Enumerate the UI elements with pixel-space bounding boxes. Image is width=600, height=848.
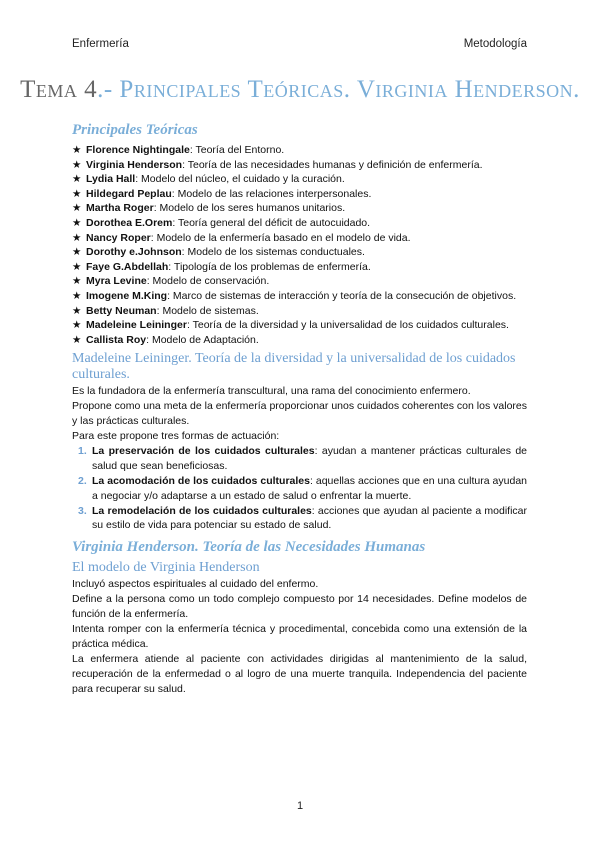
theorist-item (72, 187, 527, 202)
star-bullet-icon: ★ (72, 187, 82, 200)
theorist-name: Myra Levine (86, 275, 147, 288)
theorist-name: Martha Roger (86, 202, 154, 215)
section-heading-theorists: Principales Teóricas (72, 122, 198, 138)
action-form-name: La remodelación de los cuidados culturales (92, 504, 312, 517)
action-form-item (72, 444, 527, 474)
section-heading-leininger: Madeleine Leininger. Teoría de la diversidad y la universalidad de los cuidados culturales. (72, 351, 516, 383)
theorist-item (72, 274, 527, 289)
star-bullet-icon: ★ (72, 319, 82, 332)
action-forms-list (72, 444, 527, 533)
star-bullet-icon: ★ (72, 202, 82, 215)
theorist-theory: : Modelo de la enfermería basado en el modelo de vida. (150, 231, 411, 244)
list-number: 3. (78, 504, 87, 517)
paragraph: Es la fundadora de la enfermería transcultural, una rama del conocimiento enfermero. (72, 385, 471, 398)
theorist-item (72, 201, 527, 216)
star-bullet-icon: ★ (72, 289, 82, 302)
action-form-name: La acomodación de los cuidados culturales (92, 474, 310, 487)
star-bullet-icon: ★ (72, 304, 82, 317)
theorist-list (72, 143, 527, 347)
theorist-name: Callista Roy (86, 333, 147, 346)
theorist-theory: : Modelo de conservación. (146, 275, 270, 288)
theorist-name: Florence Nightingale (86, 144, 190, 156)
theorist-theory: : Teoría de la diversidad y la universalidad de los cuidados culturales. (186, 319, 509, 332)
theorist-name: Hildegard Peplau (86, 187, 172, 200)
paragraph: Intenta romper con la enfermería técnica y procedimental, concebida como una extensión de la práctica médica. (72, 623, 527, 651)
theorist-item (72, 289, 527, 304)
list-number: 1. (78, 445, 87, 458)
theorist-theory: : Marco de sistemas de interacción y teoría de la consecución de objetivos. (167, 289, 517, 302)
star-bullet-icon: ★ (72, 275, 82, 288)
theorist-item (72, 143, 527, 158)
theorist-name: Imogene M.King (86, 289, 168, 302)
theorist-name: Madeleine Leininger (86, 319, 187, 332)
paragraph: Propone como una meta de la enfermería proporcionar unos cuidados coherentes con los valores y las prácticas culturales. (72, 400, 527, 428)
theorist-item (72, 260, 527, 275)
document-body (72, 122, 527, 697)
paragraph: Define a la persona como un todo complejo compuesto por 14 necesidades. Define modelos de función de la enfermería. (72, 593, 527, 621)
action-form-description: : aquellas acciones que en una cultura ayudan a negociar y/o adaptarse a un estado de salud o enfrentar la muerte. (92, 474, 527, 502)
title-number: Tema 4 (20, 76, 98, 103)
theorist-item (72, 318, 527, 333)
page-title (0, 76, 600, 104)
theorist-theory: : Modelo de las relaciones interpersonales. (171, 187, 372, 200)
theorist-item (72, 216, 527, 231)
theorist-item (72, 333, 527, 348)
theorist-theory: : Tipología de los problemas de enfermería. (168, 260, 371, 273)
star-bullet-icon: ★ (72, 246, 82, 259)
theorist-name: Nancy Roper (86, 231, 151, 244)
subheading-henderson-model: El modelo de Virginia Henderson (72, 560, 260, 576)
theorist-theory: : Modelo de los seres humanos unitarios. (153, 202, 346, 215)
star-bullet-icon: ★ (72, 216, 82, 229)
action-form-name: La preservación de los cuidados culturales (92, 445, 315, 458)
theorist-name: Dorothea E.Orem (86, 216, 173, 229)
theorist-theory: : Modelo de los sistemas conductuales. (181, 246, 365, 259)
theorist-theory: : Teoría general del déficit de autocuidado. (172, 216, 371, 229)
theorist-name: Lydia Hall (86, 173, 136, 186)
header-subject: Enfermería (72, 38, 129, 50)
star-bullet-icon: ★ (72, 144, 82, 156)
theorist-item (72, 158, 527, 173)
theorist-name: Dorothy e.Johnson (86, 246, 182, 259)
theorist-item (72, 172, 527, 187)
theorist-theory: : Modelo de Adaptación. (146, 333, 259, 346)
theorist-theory: : Modelo del núcleo, el cuidado y la curación. (135, 173, 345, 186)
star-bullet-icon: ★ (72, 173, 82, 186)
theorist-item (72, 231, 527, 246)
star-bullet-icon: ★ (72, 231, 82, 244)
theorist-theory: : Modelo de sistemas. (156, 304, 259, 317)
theorist-theory: : Teoría del Entorno. (189, 144, 285, 156)
header-course: Metodología (463, 38, 527, 50)
star-bullet-icon: ★ (72, 333, 82, 346)
theorist-name: Virginia Henderson (86, 158, 183, 171)
paragraph: La enfermera atiende al paciente con actividades dirigidas al mantenimiento de la salud, recuperación de la enfermedad o al logro de una muerte tranquila. Independencia del paciente para recuperar su salud. (72, 653, 527, 696)
action-form-description: : ayudan a mantener prácticas culturales de salud que sean beneficiosas. (92, 445, 528, 473)
paragraph: Para este propone tres formas de actuación: (72, 430, 280, 443)
action-form-description: : acciones que ayudan al paciente a modificar su estilo de vida para potenciar su estado de salud. (92, 504, 527, 532)
page-number: 1 (296, 800, 304, 812)
title-text: .- Principales Teóricas. Virginia Henderson. (97, 76, 580, 103)
theorist-theory: : Teoría de las necesidades humanas y definición de enfermería. (182, 158, 483, 171)
list-number: 2. (78, 474, 87, 487)
theorist-item (72, 245, 527, 260)
section-heading-henderson: Virginia Henderson. Teoría de las Necesidades Humanas (72, 539, 426, 556)
theorist-item (72, 304, 527, 319)
action-form-item (72, 504, 527, 534)
action-form-item (72, 474, 527, 504)
theorist-name: Betty Neuman (86, 304, 157, 317)
theorist-name: Faye G.Abdellah (86, 260, 169, 273)
star-bullet-icon: ★ (72, 260, 82, 273)
star-bullet-icon: ★ (72, 158, 82, 171)
paragraph: Incluyó aspectos espirituales al cuidado del enfermo. (72, 578, 319, 591)
